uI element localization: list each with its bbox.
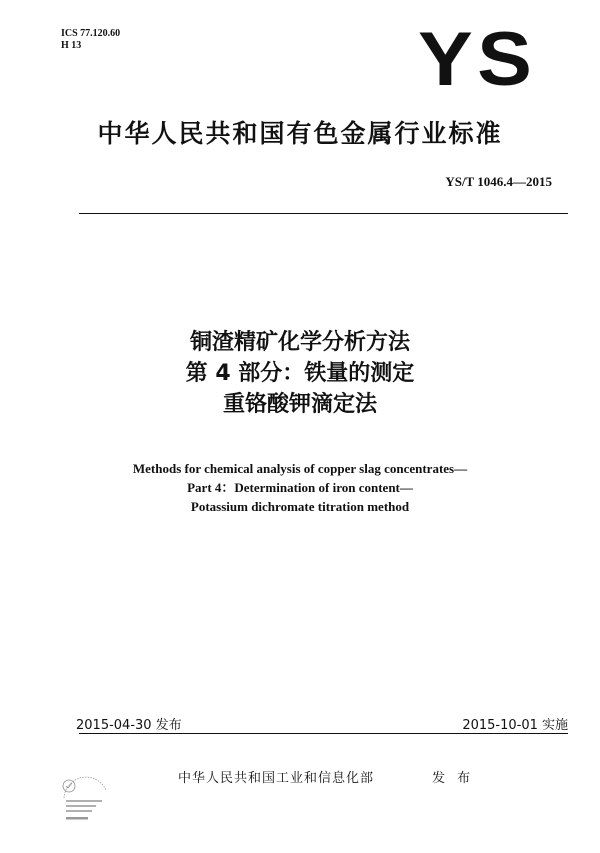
ccs-code: H 13 xyxy=(61,40,82,51)
implementation-date: 2015-10-01 实施 xyxy=(462,718,568,733)
issuing-action: 发 布 xyxy=(432,771,475,786)
chinese-title xyxy=(0,327,600,420)
ics-code: ICS 77.120.60 xyxy=(61,28,121,39)
chinese-title-line-1: 铜渣精矿化学分析方法 xyxy=(189,330,410,355)
issue-date: 2015-04-30 发布 xyxy=(76,718,182,733)
ys-logo: YS xyxy=(418,17,537,102)
stamp-icon xyxy=(58,768,112,826)
standard-number: YS/T 1046.4—2015 xyxy=(445,174,552,189)
english-title-line-3: Potassium dichromate titration method xyxy=(190,499,410,514)
issuing-authority: 中华人民共和国工业和信息化部 xyxy=(178,771,375,786)
classification-codes xyxy=(61,28,120,52)
chinese-title-line-3: 重铬酸钾滴定法 xyxy=(222,392,377,417)
top-divider xyxy=(79,213,568,214)
standard-type-title: 中华人民共和国有色金属行业标准 xyxy=(97,119,503,148)
english-title-line-1: Methods for chemical analysis of copper slag concentrates— xyxy=(132,461,468,476)
bottom-divider xyxy=(79,733,568,734)
english-title xyxy=(0,459,600,516)
english-title-line-2: Part 4：Determination of iron content— xyxy=(187,480,413,495)
chinese-title-line-2: 第 4 部分：铁量的测定 xyxy=(185,361,415,386)
